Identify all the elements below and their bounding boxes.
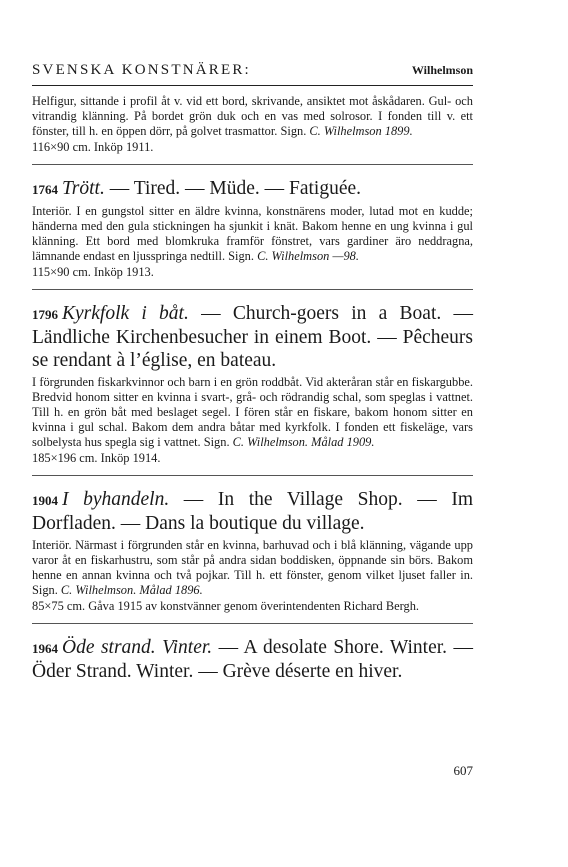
- catalog-page: [32, 62, 473, 686]
- entry-description: Interiör. I en gungstol sitter en äldre kvinna, konstnärens moder, lutad mot en kudde; händerna med den gula stickningen ha sjunkit i knät. Bakom henne en ung kvinna i gul klänning. Ett bord med blomkruka framför fönstret, vars gardiner äro neddragna, lämnande endast en ljusspringa nedtill. Sign. C. Wilhelmson —98.: [32, 204, 473, 263]
- entry-title: [32, 636, 473, 683]
- page-number: 607: [453, 763, 473, 778]
- running-header: [32, 62, 473, 85]
- entry-separator: [32, 623, 473, 624]
- entry-number: 1764: [32, 182, 58, 197]
- catalog-entry-1904: [32, 488, 473, 614]
- entry-separator: [32, 164, 473, 165]
- entry-separator: [32, 289, 473, 290]
- catalog-entry-1764: [32, 177, 473, 280]
- entry-title-translations: — In the Village Shop. — Im Dorfladen. — Dans la boutique du village.: [32, 489, 473, 534]
- entry-separator: [32, 475, 473, 476]
- entry-number: 1904: [32, 493, 58, 508]
- entry-number: 1964: [32, 641, 58, 656]
- catalog-entry-1796: [32, 302, 473, 466]
- catalog-entry-1964: [32, 636, 473, 683]
- entry-signature: C. Wilhelmson —98.: [257, 249, 359, 263]
- entry-title: [32, 302, 473, 372]
- header-section-title: SVENSKA KONSTNÄRER:: [32, 62, 251, 78]
- entry-description: I förgrunden fiskarkvinnor och barn i en grön roddbåt. Vid akteråran står en fiskargubbe. Bredvid honom sitter en kvinna i svart-, grå- och rödrandig schal, som speglas i vattnet. Till h. en grön båt med beslaget segel. I fören står en fiskare, bakom honom sitter en kvinna i gul schal. Bakom dem andra båtar med kyrkfolk. I fonden ett fiskeläge, vars solbelysta hus spegla sig i vattnet. Sign. C. Wilhelmson. Målad 1909.: [32, 375, 473, 449]
- entry-title-translations: — Church-goers in a Boat. — Ländliche Kirchenbesucher in einem Boot. — Pêcheurs se rendant à l’église, en bateau.: [32, 303, 473, 371]
- intro-signature: C. Wilhelmson 1899.: [309, 124, 413, 138]
- entry-meta: 185×196 cm. Inköp 1914.: [32, 451, 161, 465]
- entry-meta: 115×90 cm. Inköp 1913.: [32, 265, 154, 279]
- entry-signature: C. Wilhelmson. Målad 1896.: [60, 583, 203, 597]
- entry-meta: 85×75 cm. Gåva 1915 av konstvänner genom överintendenten Richard Bergh.: [32, 599, 419, 613]
- entry-title-translations: — Tired. — Müde. — Fatiguée.: [104, 178, 362, 199]
- entry-signature: C. Wilhelmson. Målad 1909.: [232, 435, 375, 449]
- header-artist-name: Wilhelmson: [411, 63, 473, 77]
- entry-title-swedish: Kyrkfolk i båt.: [62, 303, 189, 324]
- entry-title-swedish: I byhandeln.: [62, 489, 170, 510]
- entry-title: [32, 488, 473, 535]
- entry-title-swedish: Trött.: [62, 178, 105, 199]
- entry-number: 1796: [32, 307, 58, 322]
- intro-meta: 116×90 cm. Inköp 1911.: [32, 140, 154, 154]
- entry-title: [32, 177, 473, 201]
- entry-title-swedish: Öde strand. Vinter.: [62, 637, 213, 658]
- intro-description: Helfigur, sittande i profil åt v. vid ett bord, skrivande, ansiktet mot åskådaren. Gul- och vitrandig klänning. På bordet grön duk och en vas med solrosor. I fonden till v. ett fönster, till h. en öppen dörr, på golvet trasmattor. Sign. C. Wilhelmson 1899.: [32, 94, 473, 138]
- header-rule: [32, 85, 473, 86]
- entry-description: Interiör. Närmast i förgrunden står en kvinna, barhuvad och i blå klänning, vägande upp varor åt en fiskarhustru, som står på andra sidan boddisken, öppnande sin börs. Bakom henne en annan kvinna och två pojkar. Till h. ett fönster, genom vilket ljuset faller in. Sign. C. Wilhelmson. Målad 1896.: [32, 538, 473, 597]
- entry-title-translations: — A desolate Shore. Winter. — Öder Strand. Winter. — Grève déserte en hiver.: [32, 637, 474, 682]
